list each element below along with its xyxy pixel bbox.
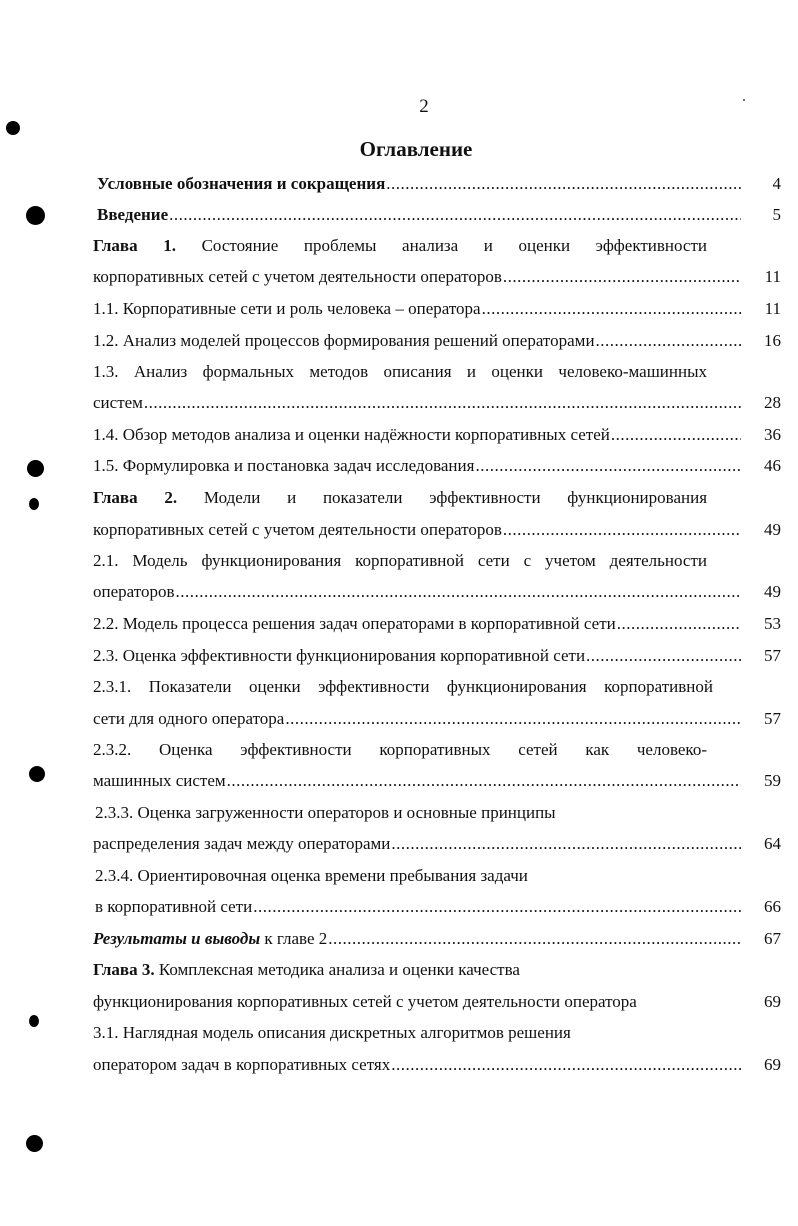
toc-entry-line: [93, 740, 707, 760]
toc-entry-text: в корпоративной сети: [95, 897, 253, 916]
toc-entry: [97, 205, 781, 225]
leader-dots: [328, 929, 741, 949]
toc-entry-text: 1.5. Формулировка и постановка задач исследования: [93, 456, 475, 475]
toc-entry-text: 3.1. Наглядная модель описания дискретных алгоритмов решения: [93, 1023, 571, 1042]
leader-dots: [285, 709, 741, 729]
toc-page-number: 16: [764, 331, 781, 350]
toc-entry: [93, 646, 781, 666]
leader-dots: [482, 299, 741, 319]
leader-dots: [617, 614, 741, 634]
toc-entry-text: операторов: [93, 582, 175, 601]
binder-hole: [27, 460, 44, 477]
toc-entry: [93, 267, 781, 287]
toc-entry-text: сети для одного оператора: [93, 709, 285, 728]
toc-page-number: 57: [764, 646, 781, 665]
toc-page-number: 36: [764, 425, 781, 444]
toc-entry: [93, 456, 781, 476]
toc-entry-text: 2.3.1. Показатели оценки эффективности функционирования корпоративной: [93, 677, 713, 696]
results-italic: Результаты и выводы: [93, 929, 261, 948]
toc-page-number: 69: [764, 1055, 781, 1074]
toc-entry-line: [93, 1023, 693, 1043]
toc-entry-text: 2.1. Модель функционирования корпоративной сети с учетом деятельности: [93, 551, 707, 570]
toc-entry-text: 2.3.4. Ориентировочная оценка времени пребывания задачи: [95, 866, 528, 885]
toc-entry-line: [93, 677, 713, 697]
toc-entry-text: 1.3. Анализ формальных методов описания и оценки человеко-машинных: [93, 362, 707, 381]
toc-page-number: 11: [764, 267, 781, 286]
chapter-label: Глава 1.: [93, 236, 176, 255]
toc-entry: [93, 771, 781, 791]
binder-hole: [29, 1015, 39, 1027]
toc-page-number: 67: [764, 929, 781, 948]
binder-hole: [26, 206, 45, 225]
toc-entry-text: 2.3. Оценка эффективности функционирования корпоративной сети: [93, 646, 586, 665]
leader-dots: [391, 1055, 741, 1075]
leader-dots: [596, 331, 741, 351]
toc-title: Оглавление: [359, 137, 473, 161]
binder-hole: [29, 766, 45, 782]
toc-entry: [93, 929, 781, 949]
toc-entry-text: машинных систем: [93, 771, 226, 790]
leader-dots: [169, 205, 741, 225]
toc-entry-line: [93, 551, 707, 571]
leader-dots: [227, 771, 741, 791]
chapter-title-part: Модели и показатели эффективности функционирования: [203, 488, 708, 507]
toc-entry: [97, 174, 781, 194]
binder-hole: [6, 121, 20, 135]
toc-page-number: 53: [764, 614, 781, 633]
toc-entry: [93, 393, 781, 413]
toc-entry-text: Условные обозначения и сокращения: [97, 174, 386, 193]
toc-entry: [93, 299, 781, 319]
leader-dots: [611, 425, 741, 445]
toc-page-number: 11: [764, 299, 781, 318]
toc-page-number: 59: [764, 771, 781, 790]
toc-page-number: 57: [764, 709, 781, 728]
toc-entry: [93, 614, 781, 634]
toc-page-number: 5: [772, 205, 781, 224]
toc-entry-line: [95, 803, 695, 823]
toc-entry-line: [93, 488, 707, 508]
toc-entry-text: оператором задач в корпоративных сетях: [93, 1055, 391, 1074]
toc-entry: [93, 709, 781, 729]
leader-dots: [144, 393, 741, 413]
toc-entry-text: функционирования корпоративных сетей с учетом деятельности оператора: [93, 992, 637, 1011]
toc-entry-text: систем: [93, 393, 143, 412]
toc-entry: [93, 1055, 781, 1075]
toc-page-number: 46: [764, 456, 781, 475]
toc-entry: [93, 834, 781, 854]
toc-page-number: 4: [772, 174, 781, 193]
toc-entry-text: 2.2. Модель процесса решения задач операторами в корпоративной сети: [93, 614, 616, 633]
chapter-label: Глава 2.: [93, 488, 178, 507]
toc-entry: [95, 897, 781, 917]
toc-entry-text: корпоративных сетей с учетом деятельности операторов: [93, 520, 502, 539]
leader-dots: [503, 520, 741, 540]
leader-dots: [386, 174, 741, 194]
toc-entry: [93, 992, 781, 1012]
toc-entry: [93, 520, 781, 540]
toc-entry-text: 1.2. Анализ моделей процессов формирования решений операторами: [93, 331, 595, 350]
toc-entry-line: [93, 236, 707, 256]
chapter-heading-line: [93, 960, 520, 980]
toc-entry-text: 1.4. Обзор методов анализа и оценки надёжности корпоративных сетей: [93, 425, 610, 444]
toc-entry-text: корпоративных сетей с учетом деятельности операторов: [93, 267, 502, 286]
toc-entry-text: 2.3.3. Оценка загруженности операторов и основные принципы: [95, 803, 556, 822]
toc-entry: [93, 425, 781, 445]
toc-page-number: 49: [764, 520, 781, 539]
leader-dots: [391, 834, 741, 854]
chapter-title-part: Комплексная методика анализа и оценки качества: [154, 960, 520, 979]
chapter-label: Глава 3.: [93, 960, 155, 979]
toc-entry-line: [95, 866, 695, 886]
toc-entry-text: 1.1. Корпоративные сети и роль человека – оператора: [93, 299, 481, 318]
leader-dots: [586, 646, 741, 666]
toc-page-number: 28: [764, 393, 781, 412]
toc-entry-text: [93, 929, 327, 949]
leader-dots: [475, 456, 741, 476]
toc-page-number: 69: [764, 992, 781, 1011]
chapter-title-part: Состояние проблемы анализа и оценки эффективности: [201, 236, 708, 255]
leader-dots: [253, 897, 741, 917]
toc-page-number: 49: [764, 582, 781, 601]
leader-dots: [175, 582, 741, 602]
page-number: 2: [419, 96, 429, 117]
toc-entry-line: [93, 362, 707, 382]
leader-dots: [503, 267, 741, 287]
chapter-heading-line: [93, 236, 707, 256]
binder-hole: [29, 498, 39, 510]
toc-entry-line: [93, 960, 693, 980]
toc-entry-text: Введение: [97, 205, 169, 224]
toc-entry-text: распределения задач между операторами: [93, 834, 391, 853]
results-rest: к главе 2: [260, 929, 328, 948]
toc-entry-text: 2.3.2. Оценка эффективности корпоративных сетей как человеко-: [93, 740, 707, 759]
toc-entry: [93, 331, 781, 351]
toc-page-number: 66: [764, 897, 781, 916]
toc-page-number: 64: [764, 834, 781, 853]
toc-entry: [93, 582, 781, 602]
binder-hole: [26, 1135, 43, 1152]
chapter-heading-line: [93, 488, 707, 508]
